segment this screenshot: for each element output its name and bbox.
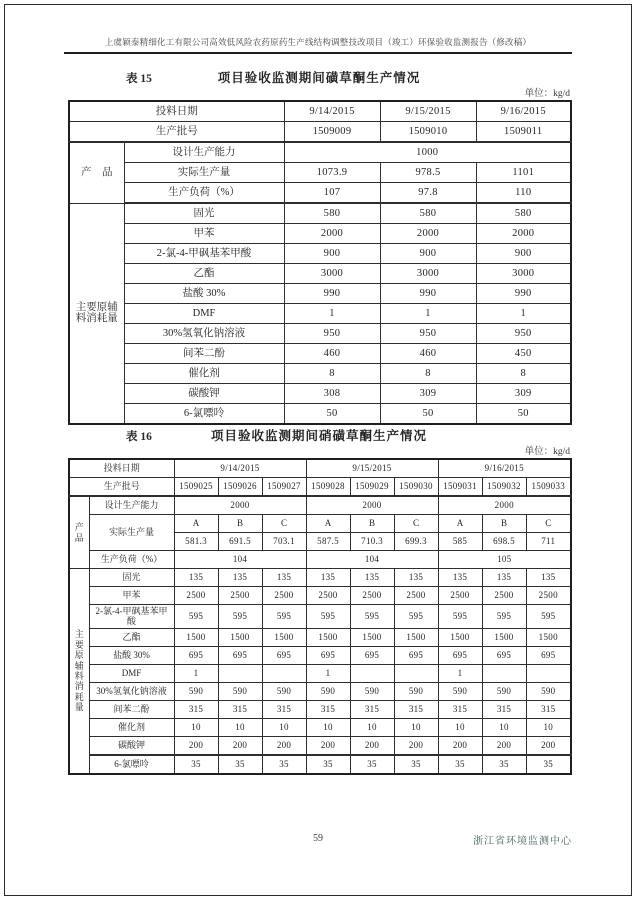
load-cell: 97.8 bbox=[380, 183, 476, 204]
material-value: 8 bbox=[380, 364, 476, 384]
actual-output-cell: 710.3 bbox=[350, 533, 394, 551]
material-value: 35 bbox=[394, 755, 438, 774]
document-header: 上虞颖泰精细化工有限公司高效低风险农药原药生产线结构调整技改项目（竣工）环保验收监测报告（修改稿） bbox=[104, 37, 532, 47]
material-value: 990 bbox=[476, 284, 571, 304]
subcol-header: B bbox=[482, 515, 526, 533]
table-row bbox=[69, 284, 571, 304]
material-value: 900 bbox=[476, 244, 571, 264]
material-value: 2500 bbox=[350, 587, 394, 605]
table-row bbox=[69, 264, 571, 284]
material-value: 1500 bbox=[394, 628, 438, 646]
material-value: 2500 bbox=[438, 587, 482, 605]
material-value: 595 bbox=[350, 605, 394, 629]
table-row bbox=[69, 244, 571, 264]
material-name: 间苯二酚 bbox=[124, 344, 284, 364]
material-value: 10 bbox=[482, 718, 526, 736]
table-row bbox=[69, 478, 571, 497]
material-value: 10 bbox=[350, 718, 394, 736]
material-value: 695 bbox=[262, 646, 306, 664]
materials-group-label: 主要原辅料消耗量 bbox=[69, 203, 124, 424]
material-value: 315 bbox=[306, 700, 350, 718]
material-value: 135 bbox=[306, 569, 350, 587]
material-value: 35 bbox=[350, 755, 394, 774]
material-value: 695 bbox=[394, 646, 438, 664]
material-value: 315 bbox=[262, 700, 306, 718]
material-value: 1 bbox=[284, 304, 380, 324]
material-value: 590 bbox=[350, 682, 394, 700]
table15-label: 表 15 bbox=[126, 73, 152, 85]
material-name: 固光 bbox=[124, 203, 284, 224]
material-value bbox=[482, 664, 526, 682]
table-row bbox=[69, 718, 571, 736]
material-name: 催化剂 bbox=[124, 364, 284, 384]
material-value: 10 bbox=[262, 718, 306, 736]
material-value: 200 bbox=[350, 736, 394, 755]
material-value: 2500 bbox=[526, 587, 571, 605]
material-value: 8 bbox=[284, 364, 380, 384]
actual-output-cell: 691.5 bbox=[218, 533, 262, 551]
actual-output-cell: 585 bbox=[438, 533, 482, 551]
material-value: 2000 bbox=[476, 224, 571, 244]
material-name: 甲苯 bbox=[89, 587, 174, 605]
material-value: 2500 bbox=[262, 587, 306, 605]
material-value: 695 bbox=[482, 646, 526, 664]
material-value: 990 bbox=[380, 284, 476, 304]
table-row bbox=[69, 664, 571, 682]
table-row bbox=[69, 122, 571, 143]
material-value: 309 bbox=[380, 384, 476, 404]
material-value: 8 bbox=[476, 364, 571, 384]
material-value: 35 bbox=[262, 755, 306, 774]
material-value: 900 bbox=[284, 244, 380, 264]
material-value: 315 bbox=[526, 700, 571, 718]
material-value: 50 bbox=[476, 404, 571, 425]
batch-cell: 1509032 bbox=[482, 478, 526, 497]
material-value: 590 bbox=[174, 682, 218, 700]
material-value: 460 bbox=[284, 344, 380, 364]
material-value: 35 bbox=[306, 755, 350, 774]
material-value: 990 bbox=[284, 284, 380, 304]
t16-materials bbox=[69, 569, 571, 774]
actual-output-cell: 1101 bbox=[476, 163, 571, 183]
material-value: 10 bbox=[218, 718, 262, 736]
material-value: 595 bbox=[218, 605, 262, 629]
material-value: 695 bbox=[526, 646, 571, 664]
material-value bbox=[526, 664, 571, 682]
material-value: 1500 bbox=[262, 628, 306, 646]
material-value: 450 bbox=[476, 344, 571, 364]
material-value: 308 bbox=[284, 384, 380, 404]
material-value: 3000 bbox=[476, 264, 571, 284]
date-cell: 9/16/2015 bbox=[438, 459, 571, 478]
header-rule bbox=[64, 52, 572, 54]
table-row bbox=[69, 551, 571, 569]
material-value bbox=[262, 664, 306, 682]
material-name: 碳酸钾 bbox=[89, 736, 174, 755]
load-cell: 107 bbox=[284, 183, 380, 204]
table-row bbox=[69, 569, 571, 587]
material-name: 6-氯嘌呤 bbox=[89, 755, 174, 774]
batch-label: 生产批号 bbox=[69, 122, 284, 143]
batch-cell: 1509033 bbox=[526, 478, 571, 497]
batch-cell: 1509009 bbox=[284, 122, 380, 143]
material-value: 35 bbox=[482, 755, 526, 774]
material-value: 135 bbox=[350, 569, 394, 587]
product-group-label: 产 品 bbox=[69, 142, 124, 203]
table-row bbox=[69, 404, 571, 425]
material-value: 315 bbox=[438, 700, 482, 718]
batch-cell: 1509031 bbox=[438, 478, 482, 497]
material-value: 950 bbox=[476, 324, 571, 344]
table-row bbox=[69, 364, 571, 384]
material-value: 1500 bbox=[306, 628, 350, 646]
material-name: DMF bbox=[89, 664, 174, 682]
material-name: DMF bbox=[124, 304, 284, 324]
table-row bbox=[69, 628, 571, 646]
materials-group-label: 主要原辅料消耗量 bbox=[69, 569, 89, 774]
material-name: 盐酸 30% bbox=[124, 284, 284, 304]
dates-label: 投料日期 bbox=[69, 101, 284, 122]
batch-cell: 1509030 bbox=[394, 478, 438, 497]
actual-output-cell: 978.5 bbox=[380, 163, 476, 183]
material-value: 135 bbox=[394, 569, 438, 587]
material-value: 200 bbox=[394, 736, 438, 755]
material-value: 10 bbox=[394, 718, 438, 736]
material-value: 200 bbox=[482, 736, 526, 755]
material-name: 2-氯-4-甲砜基苯甲酸 bbox=[89, 605, 174, 629]
material-value: 1 bbox=[306, 664, 350, 682]
material-value: 580 bbox=[284, 203, 380, 224]
material-value: 200 bbox=[306, 736, 350, 755]
material-value: 590 bbox=[218, 682, 262, 700]
material-value: 590 bbox=[394, 682, 438, 700]
material-name: 甲苯 bbox=[124, 224, 284, 244]
material-value bbox=[218, 664, 262, 682]
material-value: 595 bbox=[306, 605, 350, 629]
load-cell: 110 bbox=[476, 183, 571, 204]
actual-output-label: 实际生产量 bbox=[89, 515, 174, 551]
table-row bbox=[69, 587, 571, 605]
material-value: 135 bbox=[526, 569, 571, 587]
material-value: 590 bbox=[306, 682, 350, 700]
material-value: 580 bbox=[380, 203, 476, 224]
table-row bbox=[69, 224, 571, 244]
table-15 bbox=[68, 100, 572, 425]
material-value bbox=[394, 664, 438, 682]
material-name: 乙酯 bbox=[89, 628, 174, 646]
batch-cell: 1509026 bbox=[218, 478, 262, 497]
table16-title: 项目验收监测期间硝磺草酮生产情况 bbox=[210, 429, 427, 443]
table-row bbox=[69, 142, 571, 163]
design-capacity-value: 2000 bbox=[306, 496, 438, 515]
material-value: 590 bbox=[526, 682, 571, 700]
material-value: 695 bbox=[306, 646, 350, 664]
table-row bbox=[69, 646, 571, 664]
table-row bbox=[69, 163, 571, 183]
material-value: 2500 bbox=[482, 587, 526, 605]
material-value: 135 bbox=[262, 569, 306, 587]
dates-label: 投料日期 bbox=[69, 459, 174, 478]
actual-output-cell: 711 bbox=[526, 533, 571, 551]
table-row bbox=[69, 496, 571, 515]
date-cell: 9/14/2015 bbox=[284, 101, 380, 122]
load-cell: 104 bbox=[174, 551, 306, 569]
material-name: 碳酸钾 bbox=[124, 384, 284, 404]
actual-output-label: 实际生产量 bbox=[124, 163, 284, 183]
t15-materials bbox=[69, 203, 571, 424]
table-row bbox=[69, 344, 571, 364]
design-capacity-value: 2000 bbox=[174, 496, 306, 515]
material-value: 950 bbox=[380, 324, 476, 344]
material-value: 950 bbox=[284, 324, 380, 344]
material-value: 315 bbox=[394, 700, 438, 718]
table-row bbox=[69, 755, 571, 774]
material-value: 200 bbox=[218, 736, 262, 755]
material-value: 595 bbox=[174, 605, 218, 629]
table16-unit: 单位：kg/d bbox=[524, 447, 570, 457]
date-cell: 9/14/2015 bbox=[174, 459, 306, 478]
date-cell: 9/15/2015 bbox=[306, 459, 438, 478]
material-value: 590 bbox=[438, 682, 482, 700]
material-name: 间苯二酚 bbox=[89, 700, 174, 718]
actual-output-cell: 699.3 bbox=[394, 533, 438, 551]
material-value: 10 bbox=[438, 718, 482, 736]
material-value: 200 bbox=[526, 736, 571, 755]
footer-organization: 浙江省环境监测中心 bbox=[473, 836, 572, 847]
material-value: 10 bbox=[306, 718, 350, 736]
material-value: 200 bbox=[174, 736, 218, 755]
table-row bbox=[69, 736, 571, 755]
batch-cell: 1509027 bbox=[262, 478, 306, 497]
batch-label: 生产批号 bbox=[69, 478, 174, 497]
batch-cell: 1509025 bbox=[174, 478, 218, 497]
table-row bbox=[69, 384, 571, 404]
material-value: 2500 bbox=[174, 587, 218, 605]
material-value: 2500 bbox=[394, 587, 438, 605]
material-value: 1500 bbox=[350, 628, 394, 646]
load-label: 生产负荷（%） bbox=[124, 183, 284, 204]
material-value: 2000 bbox=[380, 224, 476, 244]
table15-title: 项目验收监测期间磺草酮生产情况 bbox=[217, 71, 421, 85]
subcol-header: A bbox=[438, 515, 482, 533]
actual-output-cell: 1073.9 bbox=[284, 163, 380, 183]
material-value: 200 bbox=[262, 736, 306, 755]
table-row bbox=[69, 459, 571, 478]
design-capacity-value: 2000 bbox=[438, 496, 571, 515]
design-capacity-label: 设计生产能力 bbox=[89, 496, 174, 515]
load-cell: 105 bbox=[438, 551, 571, 569]
actual-output-cell: 703.1 bbox=[262, 533, 306, 551]
material-name: 30%氢氧化钠溶液 bbox=[124, 324, 284, 344]
subcol-header: B bbox=[350, 515, 394, 533]
material-value: 3000 bbox=[284, 264, 380, 284]
material-value: 590 bbox=[482, 682, 526, 700]
material-value: 1500 bbox=[174, 628, 218, 646]
design-capacity-value: 1000 bbox=[284, 142, 571, 163]
material-name: 6-氯嘌呤 bbox=[124, 404, 284, 425]
material-value: 1500 bbox=[218, 628, 262, 646]
material-name: 盐酸 30% bbox=[89, 646, 174, 664]
table-row bbox=[69, 605, 571, 629]
material-value: 695 bbox=[438, 646, 482, 664]
table15-unit: 单位：kg/d bbox=[524, 89, 570, 99]
material-value: 135 bbox=[482, 569, 526, 587]
material-value: 1 bbox=[174, 664, 218, 682]
batch-cell: 1509028 bbox=[306, 478, 350, 497]
material-value: 35 bbox=[526, 755, 571, 774]
material-value: 1 bbox=[438, 664, 482, 682]
subcol-header: B bbox=[218, 515, 262, 533]
material-value: 135 bbox=[218, 569, 262, 587]
material-name: 2-氯-4-甲砜基苯甲酸 bbox=[124, 244, 284, 264]
table-row bbox=[69, 515, 571, 533]
table-row bbox=[69, 682, 571, 700]
subcol-header: C bbox=[394, 515, 438, 533]
material-value: 135 bbox=[174, 569, 218, 587]
material-value: 10 bbox=[174, 718, 218, 736]
material-value: 1 bbox=[476, 304, 571, 324]
material-value: 2000 bbox=[284, 224, 380, 244]
subcol-header: C bbox=[526, 515, 571, 533]
table16-label: 表 16 bbox=[126, 431, 152, 443]
material-value: 135 bbox=[438, 569, 482, 587]
material-value: 595 bbox=[394, 605, 438, 629]
material-value: 590 bbox=[262, 682, 306, 700]
material-name: 乙酯 bbox=[124, 264, 284, 284]
material-value: 595 bbox=[482, 605, 526, 629]
batch-cell: 1509010 bbox=[380, 122, 476, 143]
material-value: 580 bbox=[476, 203, 571, 224]
table-row bbox=[69, 700, 571, 718]
material-value: 460 bbox=[380, 344, 476, 364]
actual-output-cell: 587.5 bbox=[306, 533, 350, 551]
actual-output-cell: 698.5 bbox=[482, 533, 526, 551]
material-value: 2500 bbox=[218, 587, 262, 605]
material-value: 1 bbox=[380, 304, 476, 324]
material-value: 35 bbox=[438, 755, 482, 774]
material-value: 309 bbox=[476, 384, 571, 404]
table-row bbox=[69, 304, 571, 324]
material-value: 50 bbox=[284, 404, 380, 425]
batch-cell: 1509029 bbox=[350, 478, 394, 497]
date-cell: 9/15/2015 bbox=[380, 101, 476, 122]
material-value: 1500 bbox=[438, 628, 482, 646]
design-capacity-label: 设计生产能力 bbox=[124, 142, 284, 163]
batch-cell: 1509011 bbox=[476, 122, 571, 143]
page-number: 59 bbox=[313, 833, 323, 844]
material-value: 315 bbox=[482, 700, 526, 718]
date-cell: 9/16/2015 bbox=[476, 101, 571, 122]
material-value: 315 bbox=[174, 700, 218, 718]
material-value: 3000 bbox=[380, 264, 476, 284]
material-value: 1500 bbox=[526, 628, 571, 646]
table-row bbox=[69, 203, 571, 224]
subcol-header: C bbox=[262, 515, 306, 533]
material-value: 35 bbox=[218, 755, 262, 774]
load-cell: 104 bbox=[306, 551, 438, 569]
material-name: 固光 bbox=[89, 569, 174, 587]
material-value: 10 bbox=[526, 718, 571, 736]
material-value: 695 bbox=[218, 646, 262, 664]
material-value: 315 bbox=[350, 700, 394, 718]
material-value: 200 bbox=[438, 736, 482, 755]
actual-output-cell: 581.3 bbox=[174, 533, 218, 551]
material-value: 695 bbox=[350, 646, 394, 664]
material-value: 2500 bbox=[306, 587, 350, 605]
subcol-header: A bbox=[174, 515, 218, 533]
material-value: 900 bbox=[380, 244, 476, 264]
material-name: 催化剂 bbox=[89, 718, 174, 736]
material-value: 595 bbox=[262, 605, 306, 629]
material-value: 595 bbox=[526, 605, 571, 629]
table-row bbox=[69, 324, 571, 344]
material-value: 1500 bbox=[482, 628, 526, 646]
material-value: 695 bbox=[174, 646, 218, 664]
load-label: 生产负荷（%） bbox=[89, 551, 174, 569]
table-row bbox=[69, 101, 571, 122]
subcol-header: A bbox=[306, 515, 350, 533]
material-value: 35 bbox=[174, 755, 218, 774]
table-16 bbox=[68, 458, 572, 775]
material-value: 50 bbox=[380, 404, 476, 425]
material-name: 30%氢氧化钠溶液 bbox=[89, 682, 174, 700]
product-group-label: 产品 bbox=[69, 496, 89, 569]
table-row bbox=[69, 183, 571, 204]
material-value bbox=[350, 664, 394, 682]
material-value: 315 bbox=[218, 700, 262, 718]
material-value: 595 bbox=[438, 605, 482, 629]
